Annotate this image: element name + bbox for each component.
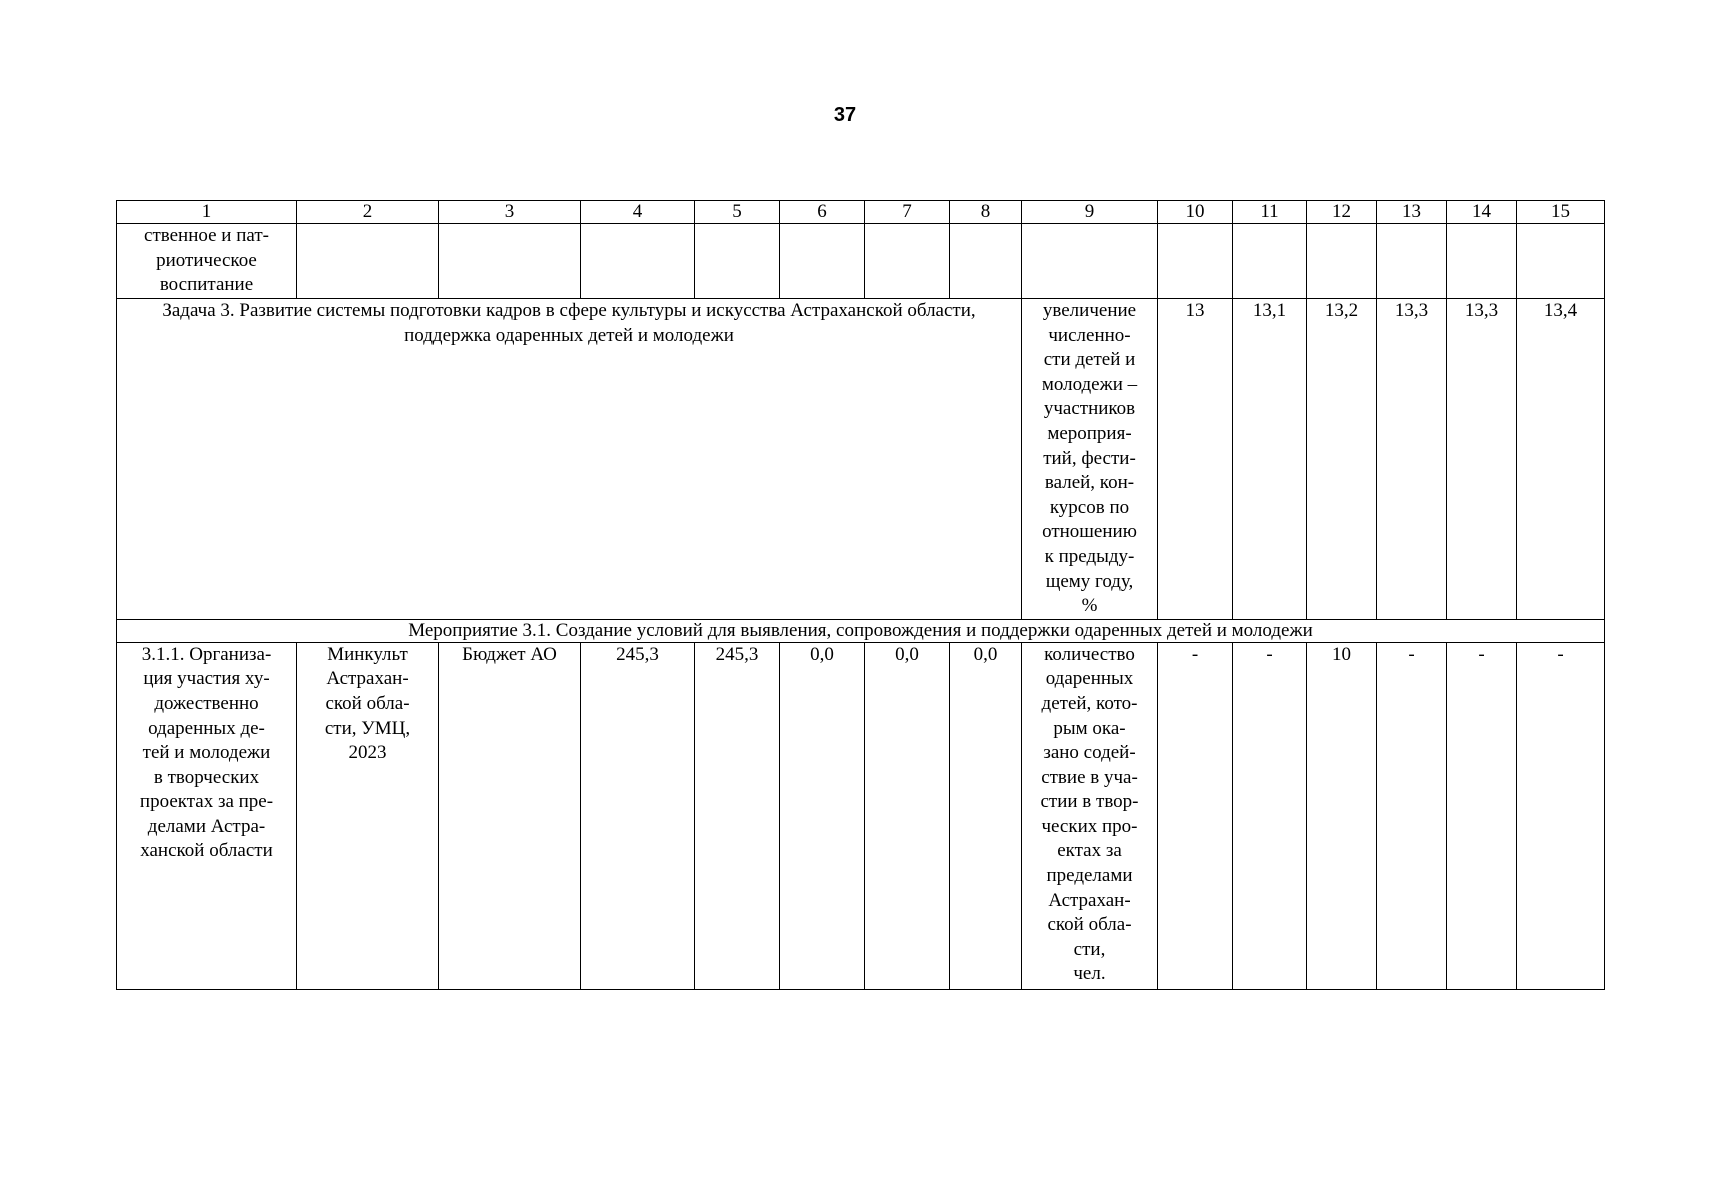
task-value: 13,2 <box>1307 299 1377 620</box>
task-indicator: увеличение численно- сти детей и молодежи – участников мероприя- тий, фести- валей, кон- курсов по отношению к предыду- щему году, % <box>1022 299 1158 620</box>
empty-cell <box>1307 224 1377 299</box>
empty-cell <box>1022 224 1158 299</box>
event-title: Мероприятие 3.1. Создание условий для выявления, сопровождения и поддержки одаренных детей и молодежи <box>117 619 1605 642</box>
measure-value: - <box>1377 642 1447 989</box>
column-number: 13 <box>1377 201 1447 224</box>
empty-cell <box>695 224 780 299</box>
column-number: 12 <box>1307 201 1377 224</box>
empty-cell <box>950 224 1022 299</box>
empty-cell <box>439 224 581 299</box>
measure-amount: 245,3 <box>695 642 780 989</box>
empty-cell <box>581 224 695 299</box>
measure-row <box>117 642 1605 989</box>
column-number: 8 <box>950 201 1022 224</box>
program-table <box>116 200 1605 990</box>
column-number: 1 <box>117 201 297 224</box>
column-number-row <box>117 201 1605 224</box>
task-value: 13,4 <box>1517 299 1605 620</box>
measure-name: 3.1.1. Организа- ция участия ху- дожественно одаренных де- тей и молодежи в творческих проектах за пре- делами Астра- ханской области <box>117 642 297 989</box>
empty-cell <box>780 224 865 299</box>
column-number: 14 <box>1447 201 1517 224</box>
empty-cell <box>297 224 439 299</box>
measure-source: Бюджет АО <box>439 642 581 989</box>
task-value: 13 <box>1158 299 1233 620</box>
continuation-row <box>117 224 1605 299</box>
column-number: 2 <box>297 201 439 224</box>
event-row <box>117 619 1605 642</box>
empty-cell <box>1517 224 1605 299</box>
empty-cell <box>865 224 950 299</box>
empty-cell <box>1158 224 1233 299</box>
task-value: 13,3 <box>1377 299 1447 620</box>
empty-cell <box>1377 224 1447 299</box>
measure-value: - <box>1233 642 1307 989</box>
empty-cell <box>1447 224 1517 299</box>
measure-indicator: количество одаренных детей, кото- рым ока- зано содей- ствие в уча- стии в твор- ческих про- ектах за пределами Астрахан- ской обла- сти, чел. <box>1022 642 1158 989</box>
column-number: 5 <box>695 201 780 224</box>
task-title: Задача 3. Развитие системы подготовки кадров в сфере культуры и искусства Астраханской области, поддержка одаренных детей и молодежи <box>117 299 1022 620</box>
column-number: 4 <box>581 201 695 224</box>
column-number: 7 <box>865 201 950 224</box>
measure-value: 10 <box>1307 642 1377 989</box>
page-number: 37 <box>833 104 857 126</box>
measure-amount: 245,3 <box>581 642 695 989</box>
column-number: 9 <box>1022 201 1158 224</box>
continuation-text: ственное и пат- риотическое воспитание <box>117 224 297 299</box>
empty-cell <box>1233 224 1307 299</box>
task-row <box>117 299 1605 620</box>
task-value: 13,3 <box>1447 299 1517 620</box>
measure-value: - <box>1447 642 1517 989</box>
column-number: 6 <box>780 201 865 224</box>
task-value: 13,1 <box>1233 299 1307 620</box>
measure-value: - <box>1158 642 1233 989</box>
column-number: 11 <box>1233 201 1307 224</box>
measure-value: - <box>1517 642 1605 989</box>
measure-amount: 0,0 <box>780 642 865 989</box>
measure-executor: Минкульт Астрахан- ской обла- сти, УМЦ, 2023 <box>297 642 439 989</box>
column-number: 15 <box>1517 201 1605 224</box>
column-number: 10 <box>1158 201 1233 224</box>
column-number: 3 <box>439 201 581 224</box>
measure-amount: 0,0 <box>950 642 1022 989</box>
measure-amount: 0,0 <box>865 642 950 989</box>
